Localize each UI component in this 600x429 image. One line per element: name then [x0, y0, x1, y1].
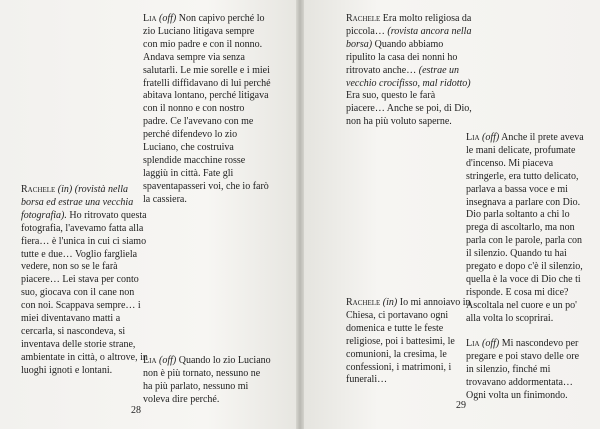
stage-direction: (in): [382, 297, 398, 308]
stage-direction: (off): [159, 13, 177, 24]
speaker-name: Rachele: [346, 13, 381, 24]
speech-text: Era suo, questo le farà piacere… Anche se poi, di Dio, non ha più voluto saperne.: [346, 90, 472, 128]
speech-text: Era molto religiosa da piccola…: [346, 13, 472, 37]
stage-direction: (rovista ancora nella borsa): [346, 25, 472, 50]
speech-text: Mi nascondevo per pregare e poi stavo delle ore in silenzio, finché mi trovavano addormentata… Ogni volta un finimondo.: [466, 338, 580, 401]
speech-text: Quando lo zio Luciano non è più tornato, nessuno ne ha più parlato, nessuno mi voleva dire perché.: [143, 355, 271, 405]
speech-lia-2: [143, 355, 271, 407]
speaker-name: Lia: [466, 132, 480, 143]
stage-direction: (estrae un vecchio crocifisso, mal ridotto): [346, 64, 471, 89]
speech-rachele-3: [346, 297, 474, 387]
speech-lia-4: [466, 338, 588, 403]
page-number: 28: [131, 405, 141, 416]
stage-direction: (rovistà nella borsa ed estrae una vecchia fotografia).: [21, 184, 134, 221]
speech-lia-3: [466, 132, 588, 326]
stage-direction: (off): [159, 355, 177, 366]
speech-rachele-2: [346, 13, 474, 129]
speaker-name: Rachele: [346, 297, 381, 308]
page-number: 29: [456, 400, 466, 411]
speech-text: Anche il prete aveva le mani delicate, profumate d'incenso. Mi piaceva stringerle, era tutto delicato, parlava a bassa voce e mi insegnava a parlare con Dio. Dio parla soltanto a chi lo prega di ascoltarlo, ma non parla con le parole, parla con il silenzio. Quando tu hai pregato e dopo c'è il silenzio, quella è la voce di Dio che ti risponde. E cosa mi dice? Ascoltala nel cuore e un po' alla volta lo scoprirai.: [466, 132, 584, 324]
speech-text: Non capivo perché lo zio Luciano litigava sempre con mio padre e con il nonno. Andava sempre via senza salutarli. Le mie sorelle e i miei fratelli diffidavano di lui perché abitava lontano, perché litigava con il nonno e con nostro padre. Ce l'avevano con me perché difendevo lo zio Luciano, che costruiva splendide macchine rosse laggiù in città. Fate gli spaventapasseri voi, che io farò la cassiera.: [143, 13, 271, 205]
speaker-name: Lia: [143, 13, 157, 24]
speech-rachele-1: [21, 184, 149, 378]
stage-direction: (off): [482, 132, 500, 143]
stage-direction: (off): [482, 338, 500, 349]
speaker-name: Lia: [143, 355, 157, 366]
speech-lia-1: [143, 13, 271, 207]
speech-text: Ho ritrovato questa fotografia, l'avevamo fatta alla fiera… è l'unica in cui ci siamo tutte e due… Voglio fargliela vedere, non so se le farà piacere… Lei stava per conto suo, giocava con il cane non con noi. Scappava sempre… i miei diventavano matti a cercarla, si nascondeva, si inventava delle storie strane, ambientate in città, o altrove, in luoghi ignoti e lontani.: [21, 209, 148, 376]
speaker-name: Rachele: [21, 184, 56, 195]
book-gutter: [296, 0, 304, 429]
stage-direction: (in): [57, 184, 73, 195]
left-page: [0, 0, 296, 429]
speaker-name: Lia: [466, 338, 480, 349]
right-page: [304, 0, 600, 429]
speech-text: Io mi annoiavo in Chiesa, ci portavano ogni domenica e tutte le feste religiose, poi i battesimi, le comunioni, la cresima, le confessioni, i matrimoni, i funerali…: [346, 297, 471, 386]
speech-text: Quando abbiamo ripulito la casa dei nonni ho ritrovato anche…: [346, 38, 458, 76]
